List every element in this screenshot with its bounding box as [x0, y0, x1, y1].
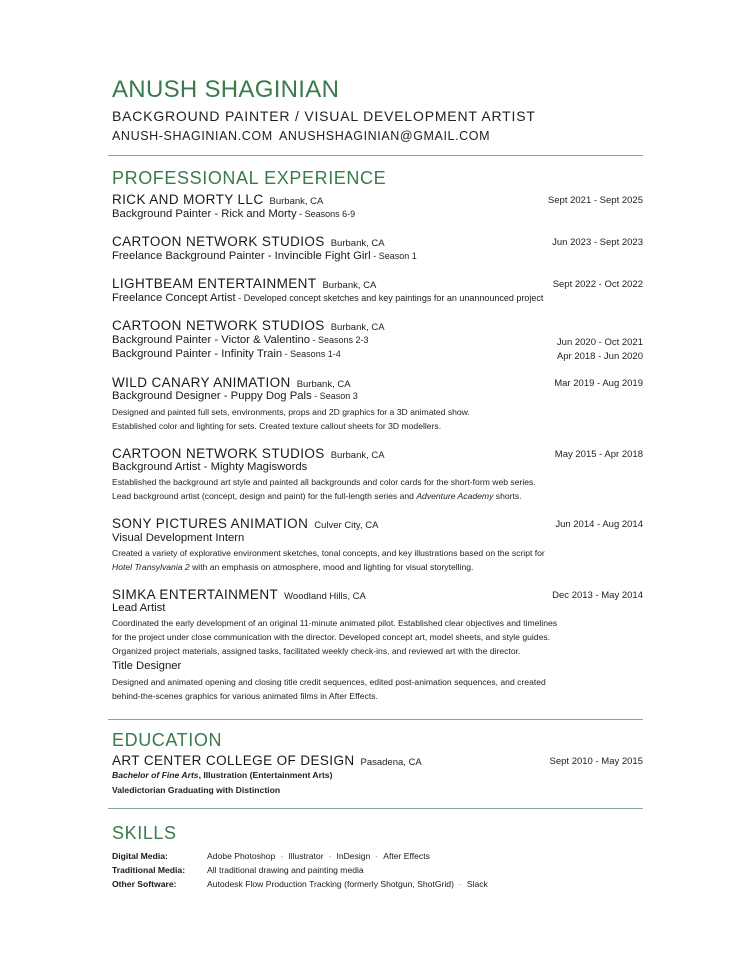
job-date: Jun 2020 - Oct 2021: [556, 337, 643, 348]
school-location: Pasadena, CA: [360, 757, 422, 768]
job-description: Organized project materials, assigned tasks, facilitated weekly check-ins, and reviewed art with the director.: [112, 646, 521, 656]
job-role: Title Designer: [112, 660, 182, 672]
job-description: for the project under close communication with the director. Developed concept art, model sheets, and style guides.: [112, 632, 551, 642]
job-company: SIMKA ENTERTAINMENT Woodland Hills, CA: [112, 587, 366, 602]
job-description: behind-the-scenes graphics for various animated films in After Effects.: [112, 691, 378, 701]
job-description: Established the background art style and painted all backgrounds and color cards for the short-form web series.: [112, 477, 536, 487]
job-role: Background Painter - Rick and Morty - Seasons 6-9: [112, 208, 356, 220]
job-role: Freelance Background Painter - Invincible Fight Girl - Season 1: [112, 250, 417, 262]
resume-name: ANUSH SHAGINIAN: [112, 76, 340, 103]
job-role: Background Designer - Puppy Dog Pals - Season 3: [112, 390, 358, 402]
job-description: Established color and lighting for sets. Created texture callout sheets for 3D modellers.: [112, 421, 442, 431]
job-date: Sept 2021 - Sept 2025: [547, 195, 643, 206]
skill-values: Autodesk Flow Production Tracking (formerly Shotgun, ShotGrid) - Slack: [207, 879, 488, 889]
job-date: May 2015 - Apr 2018: [554, 449, 643, 460]
skill-label: Other Software:: [112, 879, 177, 889]
job-description: Created a variety of explorative environment sketches, tonal concepts, and key illustrations based on the script for: [112, 548, 545, 558]
job-location: Culver City, CA: [314, 520, 379, 531]
skill-values: Adobe Photoshop - Illustrator - InDesign - After Effects: [207, 851, 430, 861]
job-description: Designed and animated opening and closing title credit sequences, edited post-animation sequences, and created: [112, 677, 546, 687]
job-date: Mar 2019 - Aug 2019: [554, 378, 643, 389]
job-company: CARTOON NETWORK STUDIOS Burbank, CA: [112, 318, 385, 333]
school-name: ART CENTER COLLEGE OF DESIGN Pasadena, CA: [112, 753, 422, 768]
job-date: Sept 2022 - Oct 2022: [552, 279, 643, 290]
section-heading-education: EDUCATION: [112, 730, 223, 750]
skill-label: Traditional Media:: [112, 865, 186, 875]
job-description: Designed and painted full sets, environments, props and 2D graphics for a 3D animated show.: [112, 407, 470, 417]
job-location: Burbank, CA: [322, 280, 377, 291]
job-company: LIGHTBEAM ENTERTAINMENT Burbank, CA: [112, 276, 377, 291]
email-link[interactable]: ANUSHSHAGINIAN@GMAIL.COM: [279, 129, 491, 143]
skill-label: Digital Media:: [112, 851, 168, 861]
job-location: Burbank, CA: [330, 238, 385, 249]
job-role: Visual Development Intern: [112, 532, 245, 544]
job-description: Lead background artist (concept, design and paint) for the full-length series and Adventure Academy shorts.: [112, 491, 522, 501]
job-date: Dec 2013 - May 2014: [552, 590, 643, 601]
job-role: Freelance Concept Artist - Developed concept sketches and key paintings for an unannounced project: [112, 292, 544, 304]
job-role: Lead Artist: [112, 602, 166, 614]
job-company: CARTOON NETWORK STUDIOS Burbank, CA: [112, 446, 385, 461]
degree: Bachelor of Fine Arts, Illustration (Entertainment Arts): [112, 770, 333, 780]
skill-values: All traditional drawing and painting media: [207, 865, 364, 875]
section-heading-experience: PROFESSIONAL EXPERIENCE: [112, 168, 387, 188]
job-role: Background Artist - Mighty Magiswords: [112, 461, 308, 473]
website-link[interactable]: ANUSH-SHAGINIAN.COM: [112, 129, 273, 143]
divider: [108, 808, 643, 809]
job-location: Burbank, CA: [296, 379, 351, 390]
job-description: Coordinated the early development of an original 11-minute animated pilot. Established clear objectives and timelines: [112, 618, 558, 628]
resume-title: BACKGROUND PAINTER / VISUAL DEVELOPMENT ARTIST: [112, 108, 536, 124]
job-location: Burbank, CA: [330, 450, 385, 461]
divider: [108, 719, 643, 720]
honor: Valedictorian Graduating with Distinction: [112, 785, 281, 795]
job-location: Burbank, CA: [330, 322, 385, 333]
job-description: Hotel Transylvania 2 with an emphasis on atmosphere, mood and lighting for visual storytelling.: [112, 562, 474, 572]
job-role: Background Painter - Victor & Valentino - Seasons 2-3: [112, 334, 369, 346]
job-location: Burbank, CA: [269, 196, 324, 207]
job-company: CARTOON NETWORK STUDIOS Burbank, CA: [112, 234, 385, 249]
job-date: Jun 2014 - Aug 2014: [555, 519, 643, 530]
job-company: RICK AND MORTY LLC Burbank, CA: [112, 192, 324, 207]
education-date: Sept 2010 - May 2015: [549, 756, 643, 767]
job-company: WILD CANARY ANIMATION Burbank, CA: [112, 375, 351, 390]
job-role: Background Painter - Infinity Train - Seasons 1-4: [112, 348, 341, 360]
job-date: Jun 2023 - Sept 2023: [552, 237, 643, 248]
divider: [108, 155, 643, 156]
job-location: Woodland Hills, CA: [284, 591, 366, 602]
job-company: SONY PICTURES ANIMATION Culver City, CA: [112, 516, 379, 531]
job-date: Apr 2018 - Jun 2020: [556, 351, 643, 362]
section-heading-skills: SKILLS: [112, 823, 177, 843]
